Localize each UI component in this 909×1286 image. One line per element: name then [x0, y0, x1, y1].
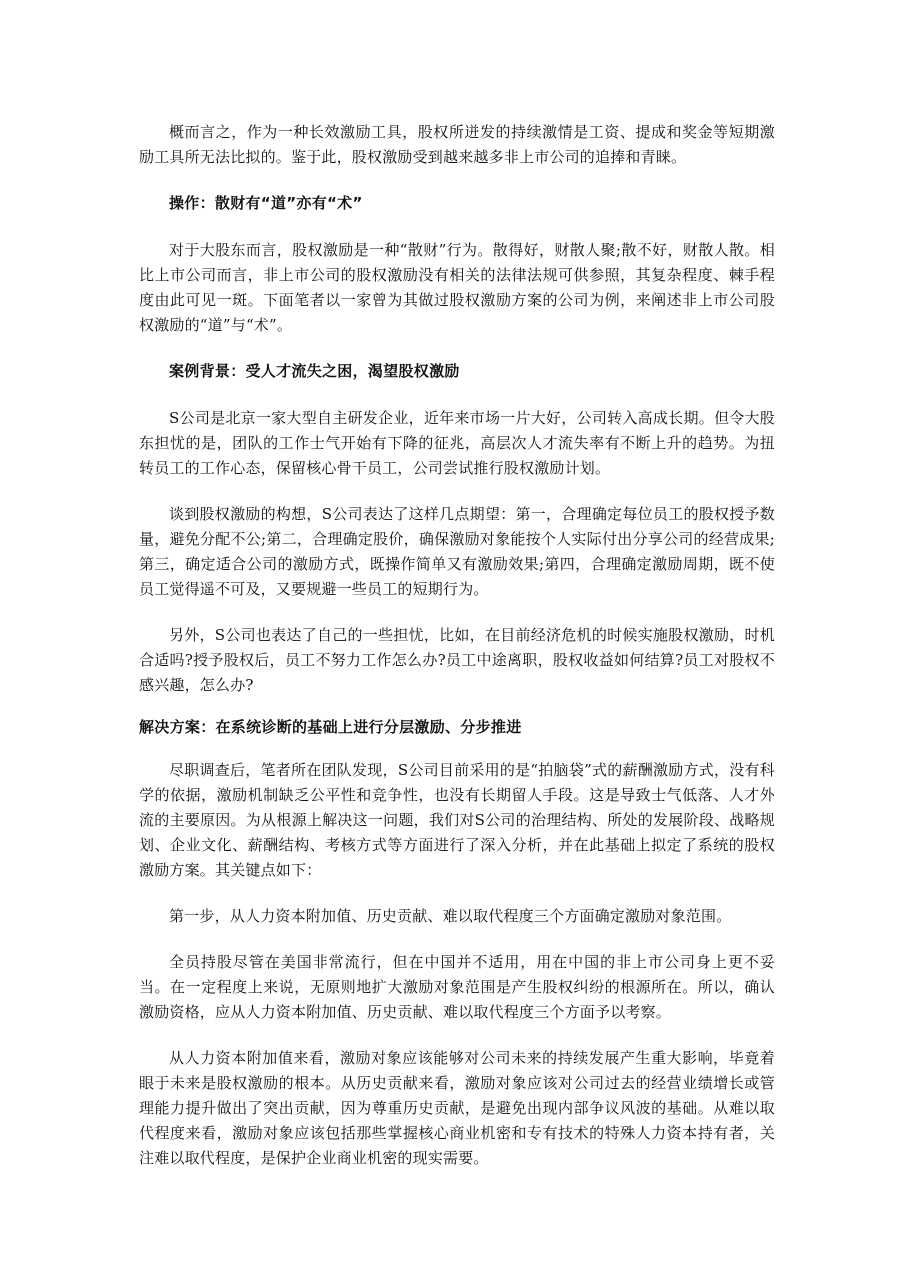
paragraph-case-background: S公司是北京一家大型自主研发企业，近年来市场一片大好，公司转入高成长期。但令大股东担忧的是，团队的工作士气开始有下降的征兆，高层次人才流失率有不断上升的趋势。为扭转员工的工作心态，保留核心骨干员工，公司尝试推行股权激励计划。	[139, 409, 775, 477]
paragraph-employee-ownership: 全员持股尽管在美国非常流行，但在中国并不适用，用在中国的非上市公司身上更不妥当。在一定程度上来说，无原则地扩大激励对象范围是产生股权纠纷的根源所在。所以，确认激励资格，应从人力资本附加值、历史贡献、难以取代程度三个方面予以考察。	[139, 953, 775, 1021]
paragraph-expectations: 谈到股权激励的构想，S公司表达了这样几点期望：第一，合理确定每位员工的股权授予数量，避免分配不公;第二，合理确定股价，确保激励对象能按个人实际付出分享公司的经营成果;第三，确定适合公司的激励方式，既操作简单又有激励效果;第四，合理确定激励周期，既不使员工觉得遥不可及，又要规避一些员工的短期行为。	[139, 505, 775, 598]
paragraph-criteria: 从人力资本附加值来看，激励对象应该能够对公司未来的持续发展产生重大影响，毕竟着眼于未来是股权激励的根本。从历史贡献来看，激励对象应该对公司过去的经营业绩增长或管理能力提升做出了突出贡献，因为尊重历史贡献，是避免出现内部争议风波的基础。从难以取代程度来看，激励对象应该包括那些掌握核心商业机密和专有技术的特殊人力资本持有者，关注难以取代程度，是保护企业商业机密的现实需要。	[139, 1049, 775, 1167]
section-heading-operation: 操作：散财有“道”亦有“术”	[169, 194, 363, 212]
document-body	[139, 120, 775, 1192]
paragraph-step-one: 第一步，从人力资本附加值、历史贡献、难以取代程度三个方面确定激励对象范围。	[169, 907, 732, 925]
paragraph-summary: 概而言之，作为一种长效激励工具，股权所迸发的持续激情是工资、提成和奖金等短期激励工具所无法比拟的。鉴于此，股权激励受到越来越多非上市公司的追捧和青睐。	[139, 123, 775, 166]
paragraph-concerns: 另外，S公司也表达了自己的一些担忧，比如，在目前经济危机的时候实施股权激励，时机合适吗?授予股权后，员工不努力工作怎么办?员工中途离职，股权收益如何结算?员工对股权不感兴趣，怎么办?	[139, 626, 775, 694]
section-heading-case-background: 案例背景：受人才流失之困，渴望股权激励	[169, 362, 460, 380]
section-heading-solution: 解决方案：在系统诊断的基础上进行分层激励、分步推进	[139, 718, 522, 736]
paragraph-operation: 对于大股东而言，股权激励是一种“散财”行为。散得好，财散人聚;散不好，财散人散。相比上市公司而言，非上市公司的股权激励没有相关的法律法规可供参照，其复杂程度、棘手程度由此可见一斑。下面笔者以一家曾为其做过股权激励方案的公司为例，来阐述非上市公司股权激励的“道”与“术”。	[139, 241, 775, 334]
paragraph-solution: 尽职调查后，笔者所在团队发现，S公司目前采用的是“拍脑袋”式的薪酬激励方式，没有科学的依据，激励机制缺乏公平性和竞争性，也没有长期留人手段。这是导致士气低落、人才外流的主要原因。为从根源上解决这一问题，我们对S公司的治理结构、所处的发展阶段、战略规划、企业文化、薪酬结构、考核方式等方面进行了深入分析，并在此基础上拟定了系统的股权激励方案。其关键点如下：	[139, 761, 775, 879]
